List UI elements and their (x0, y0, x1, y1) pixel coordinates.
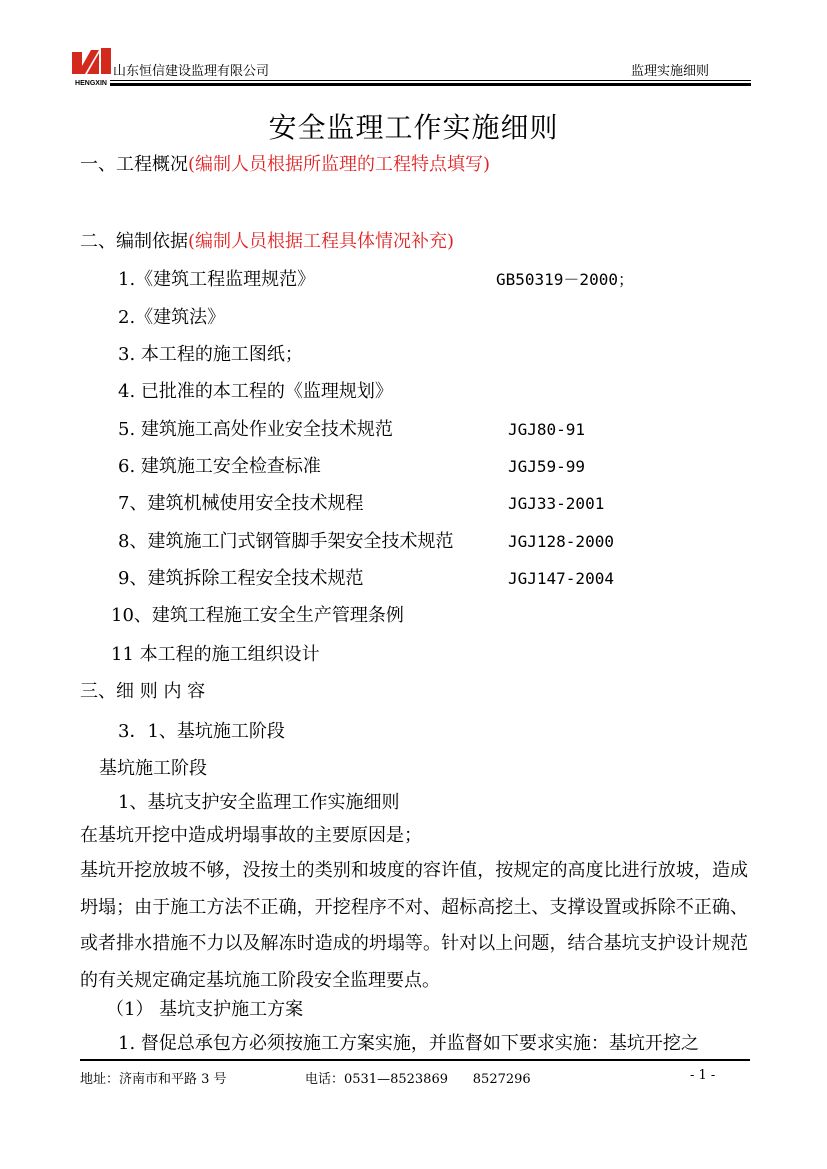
subsection-support-rules: 1、基坑支护安全监理工作实施细则 (118, 792, 400, 813)
item-1-text: 1. 督促总承包方必须按施工方案实施，并监督如下要求实施：基坑开挖之 (118, 1033, 699, 1054)
header-rule-thick (110, 83, 751, 86)
basis-item-8-code: JGJ128-2000 (508, 532, 614, 551)
basis-item-5-code: JGJ80-91 (508, 420, 586, 439)
subsection-foundation: 基坑施工阶段 (99, 758, 207, 779)
basis-item-11: 11 本工程的施工组织设计 (111, 644, 320, 665)
basis-item-6: 6. 建筑施工安全检查标准 (118, 456, 321, 477)
basis-item-3: 3. 本工程的施工图纸； (118, 344, 303, 365)
basis-item-9: 9、建筑拆除工程安全技术规范 (118, 568, 364, 589)
basis-item-7-code: JGJ33-2001 (508, 494, 605, 513)
basis-item-1-code: GB50319－2000； (496, 270, 634, 289)
section-1-note: (编制人员根据所监理的工程特点填写) (188, 154, 491, 175)
basis-item-7: 7、建筑机械使用安全技术规程 (118, 493, 364, 514)
footer-address: 地址：济南市和平路 3 号 (80, 1072, 227, 1087)
footer-phone: 电话：0531—8523869 8527296 (305, 1072, 531, 1087)
company-name: 山东恒信建设监理有限公司 (113, 64, 270, 79)
basis-item-9-code: JGJ147-2004 (508, 569, 614, 588)
subsection-3-1: 3．1、基坑施工阶段 (118, 721, 285, 742)
basis-item-1: 1.《建筑工程监理规范》 (118, 269, 316, 290)
basis-item-2: 2.《建筑法》 (118, 307, 226, 328)
section-1-title: 一、工程概况 (80, 154, 188, 175)
basis-item-4: 4. 已批准的本工程的《监理规划》 (118, 381, 393, 402)
basis-item-8: 8、建筑施工门式钢管脚手架安全技术规范 (118, 531, 454, 552)
basis-item-10: 10、建筑工程施工安全生产管理条例 (111, 605, 404, 626)
body-paragraph: 基坑开挖放坡不够，没按土的类别和坡度的容许值，按规定的高度比进行放坡，造成坍塌；由于施工方法不正确，开挖程序不对、超标高挖土、支撑设置或拆除不正确、或者排水措施不力以及解冻时造成的坍塌等。针对以上问题，结合基坑支护设计规范的有关规定确定基坑施工阶段安全监理要点。 (80, 860, 748, 991)
logo-text: HENGXIN (75, 80, 107, 87)
footer-rule (80, 1059, 750, 1061)
section-3-heading: 三、细 则 内 容 (80, 681, 206, 702)
section-2-title: 二、编制依据 (80, 231, 188, 252)
basis-item-5: 5. 建筑施工高处作业安全技术规范 (118, 419, 393, 440)
intro-sentence: 在基坑开挖中造成坍塌事故的主要原因是； (80, 825, 422, 846)
page-title: 安全监理工作实施细则 (268, 111, 559, 144)
company-logo (69, 44, 115, 88)
item-heading: （1） 基坑支护施工方案 (106, 999, 304, 1020)
section-1-heading (80, 153, 490, 177)
basis-item-6-code: JGJ59-99 (508, 457, 586, 476)
page-number: - 1 - (690, 1068, 716, 1083)
header-doc-title: 监理实施细则 (631, 64, 710, 79)
section-2-heading (80, 230, 454, 254)
section-2-note: (编制人员根据工程具体情况补充) (188, 231, 455, 252)
header-rule-thin (110, 80, 751, 81)
